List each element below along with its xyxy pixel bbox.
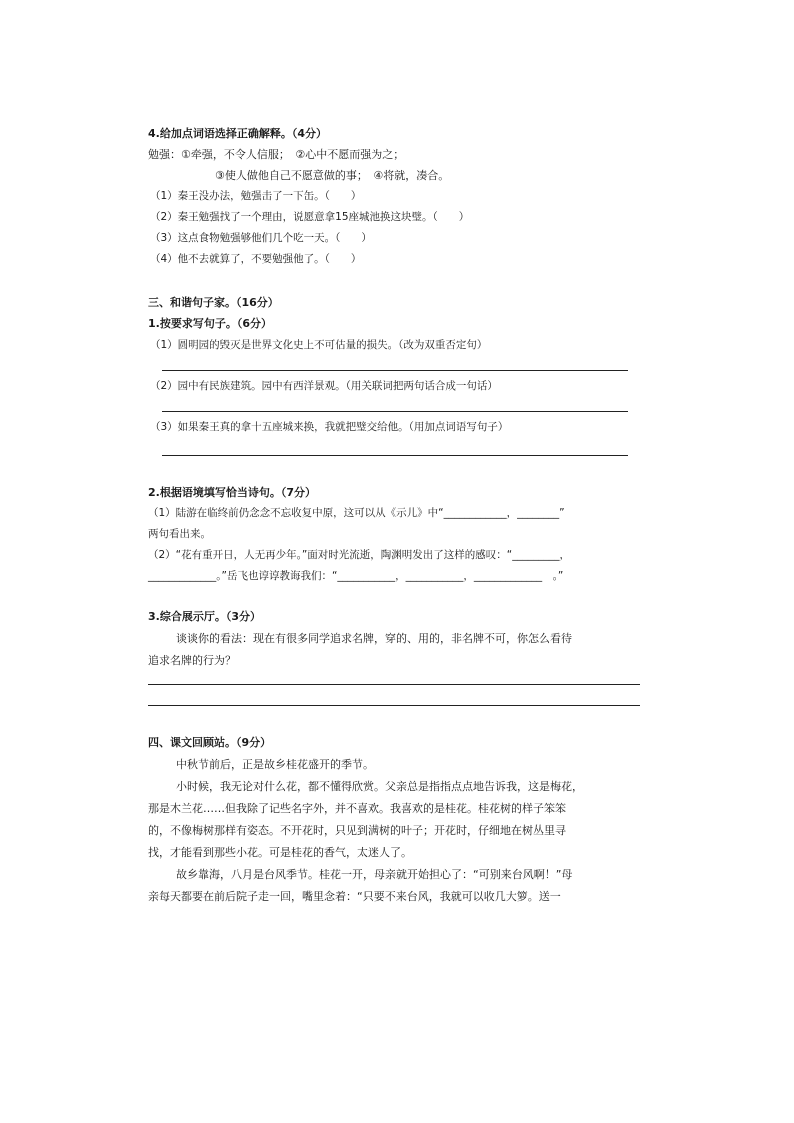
s3-q1-item-1: （1）圆明园的毁灭是世界文化史上不可估量的损失。（改为双重否定句）	[150, 339, 488, 351]
s3-q3-line-1: 谈谈你的看法：现在有很多同学追求名牌，穿的、用的，非名牌不可，你怎么看待	[176, 632, 572, 645]
answer-line[interactable]	[148, 684, 640, 685]
s3-q2-title: 2.根据语境填写恰当诗句。（7分）	[148, 486, 316, 499]
passage-line-4: 的，不像梅树那样有姿态。不开花时，只见到满树的叶子；开花时，仔细地在树丛里寻	[148, 824, 566, 837]
s3-q2-line-2: 两句看出来。	[148, 528, 211, 540]
passage-line-1: 中秋节前后，正是故乡桂花盛开的季节。	[176, 758, 374, 771]
answer-line[interactable]	[162, 411, 628, 412]
s3-q3-line-2: 追求名牌的行为？	[148, 654, 236, 667]
s3-q1-title: 1.按要求写句子。（6分）	[148, 317, 272, 330]
s3-q2-line-3: （2）“花有重开日，人无再少年。”面对时光流逝，陶渊明发出了这样的感叹：“_________，	[148, 549, 570, 561]
q4-item-3: （3）这点食物勉强够他们几个吃一天。（ ）	[150, 232, 372, 244]
q4-item-2: （2）秦王勉强找了一个理由，说愿意拿15座城池换这块璧。（ ）	[150, 211, 470, 223]
answer-line[interactable]	[162, 370, 628, 371]
s3-q3-title: 3.综合展示厅。（3分）	[148, 610, 261, 623]
s3-q2-line-1: （1）陆游在临终前仍念念不忘收复中原，这可以从《示儿》中“____________，________”	[148, 507, 565, 519]
answer-line[interactable]	[148, 705, 640, 706]
section-4-title: 四、课文回顾站。（9分）	[148, 736, 272, 749]
passage-line-5: 找，才能看到那些小花。可是桂花的香气，太迷人了。	[148, 846, 412, 859]
passage-line-2: 小时候，我无论对什么花，都不懂得欣赏。父亲总是指指点点地告诉我，这是梅花，	[176, 780, 583, 793]
section-3-title: 三、和谐句子家。（16分）	[148, 296, 279, 309]
passage-line-3: 那是木兰花……但我除了记些名字外，并不喜欢。我喜欢的是桂花。桂花树的样子笨笨	[148, 802, 566, 815]
q4-definitions-line-2: ③使人做他自己不愿意做的事； ④将就，凑合。	[215, 169, 450, 182]
q4-item-1: （1）秦王没办法，勉强击了一下缶。（ ）	[150, 190, 362, 202]
s3-q1-item-3: （3）如果秦王真的拿十五座城来换，我就把璧交给他。（用加点词语写句子）	[150, 421, 509, 433]
q4-title: 4.给加点词语选择正确解释。（4分）	[148, 127, 327, 140]
passage-line-7: 亲每天都要在前后院子走一回，嘴里念着：“只要不来台风，我就可以收几大箩。送一	[148, 890, 561, 903]
q4-item-4: （4）他不去就算了，不要勉强他了。（ ）	[150, 253, 362, 265]
answer-line[interactable]	[162, 455, 628, 456]
s3-q2-line-4: _____________。”岳飞也谆谆教诲我们：“___________，___________，_____________ 。”	[148, 570, 564, 582]
s3-q1-item-2: （2）园中有民族建筑。园中有西洋景观。（用关联词把两句话合成一句话）	[150, 380, 498, 392]
passage-line-6: 故乡靠海，八月是台风季节。桂花一开，母亲就开始担心了：“可别来台风啊！”母	[176, 868, 573, 881]
q4-definitions-line-1: 勉强：①牵强，不令人信服； ②心中不愿而强为之；	[148, 148, 405, 161]
